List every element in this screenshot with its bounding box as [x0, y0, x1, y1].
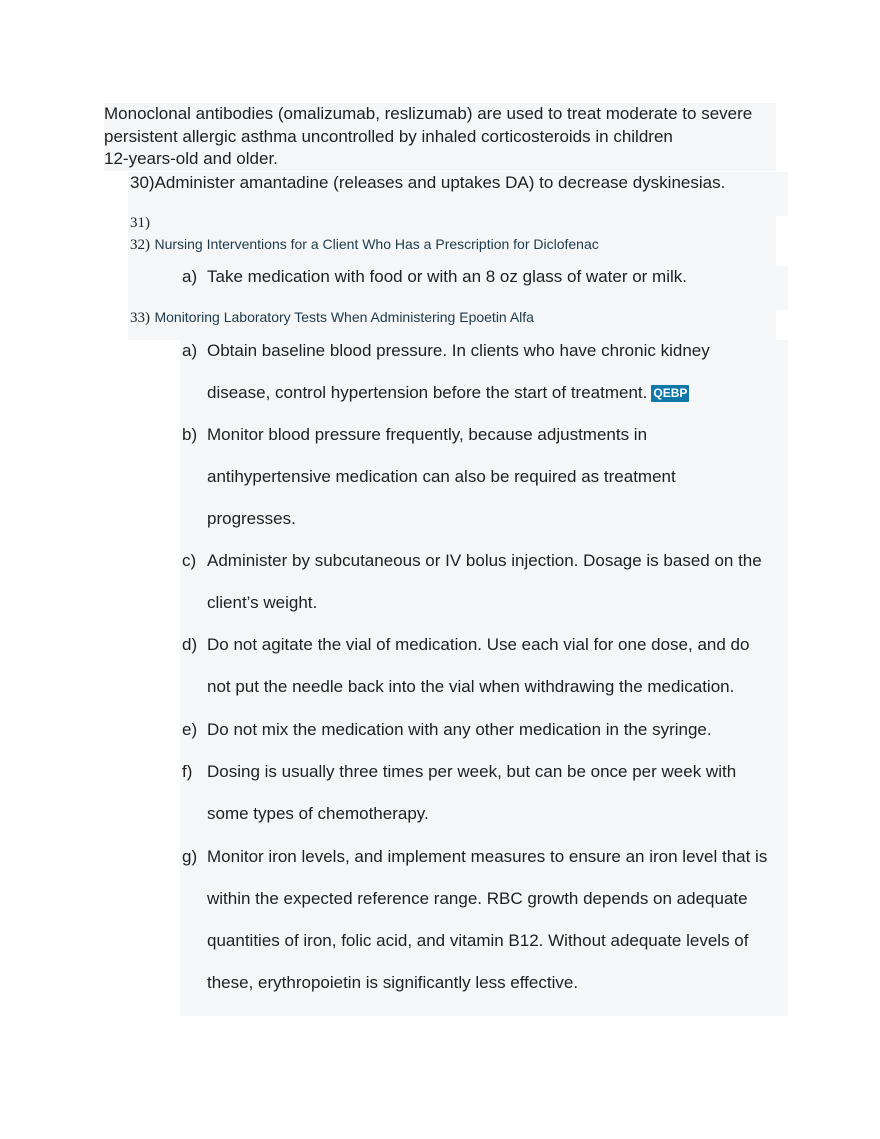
list-text-line: Administer by subcutaneous or IV bolus injection. Dosage is based on the	[207, 551, 762, 570]
list-label: f)	[182, 762, 193, 781]
item-32-number: 32)	[130, 237, 150, 253]
list-text-line: Do not mix the medication with any other medication in the syringe.	[207, 720, 712, 739]
list-text-line: Obtain baseline blood pressure. In clients who have chronic kidney	[207, 341, 710, 360]
list-label: d)	[182, 635, 198, 654]
intro-line: 12-years-old and older.	[104, 149, 278, 168]
list-text-line: within the expected reference range. RBC growth depends on adequate	[207, 889, 748, 908]
item-30: 30)Administer amantadine (releases and uptakes DA) to decrease dyskinesias.	[130, 173, 726, 192]
item-31-number: 31)	[130, 215, 150, 231]
list-text-line: client’s weight.	[207, 593, 318, 612]
list-text-line-with-badge	[207, 382, 689, 404]
list-text-line: some types of chemotherapy.	[207, 804, 429, 823]
list-text: disease, control hypertension before the start of treatment.	[207, 383, 648, 402]
intro-line: persistent allergic asthma uncontrolled by inhaled corticosteroids in children	[104, 126, 673, 146]
list-text-line: Monitor blood pressure frequently, because adjustments in	[207, 425, 648, 444]
list-label: a)	[182, 341, 198, 360]
intro-paragraph	[104, 103, 752, 171]
intro-line: Monoclonal antibodies (omalizumab, reslizumab) are used to treat moderate to severe	[104, 104, 753, 123]
list-label: e)	[182, 720, 198, 739]
list-text-line: Dosing is usually three times per week, but can be once per week with	[207, 762, 737, 781]
list-text-line: Monitor iron levels, and implement measures to ensure an iron level that is	[207, 847, 768, 866]
list-label: c)	[182, 551, 197, 570]
list-label: g)	[182, 847, 198, 866]
list-text-line: quantities of iron, folic acid, and vitamin B12. Without adequate levels of	[207, 931, 749, 950]
item-33-heading-row	[130, 309, 534, 327]
list-text-line: progresses.	[207, 509, 296, 528]
item-32-heading: Nursing Interventions for a Client Who Has a Prescription for Diclofenac	[154, 236, 599, 252]
item-32-heading-row	[130, 236, 599, 254]
list-label: b)	[182, 425, 198, 444]
qebp-badge: QEBP	[653, 386, 688, 400]
item-33-heading: Monitoring Laboratory Tests When Administering Epoetin Alfa	[154, 309, 534, 325]
list-text: Take medication with food or with an 8 oz glass of water or milk.	[207, 267, 687, 286]
list-label: a)	[182, 267, 198, 286]
list-text-line: not put the needle back into the vial when withdrawing the medication.	[207, 677, 735, 696]
list-text-line: antihypertensive medication can also be required as treatment	[207, 467, 676, 486]
item-33-number: 33)	[130, 310, 150, 326]
list-text-line: Do not agitate the vial of medication. Use each vial for one dose, and do	[207, 635, 750, 654]
list-text-line: these, erythropoietin is significantly less effective.	[207, 973, 579, 992]
